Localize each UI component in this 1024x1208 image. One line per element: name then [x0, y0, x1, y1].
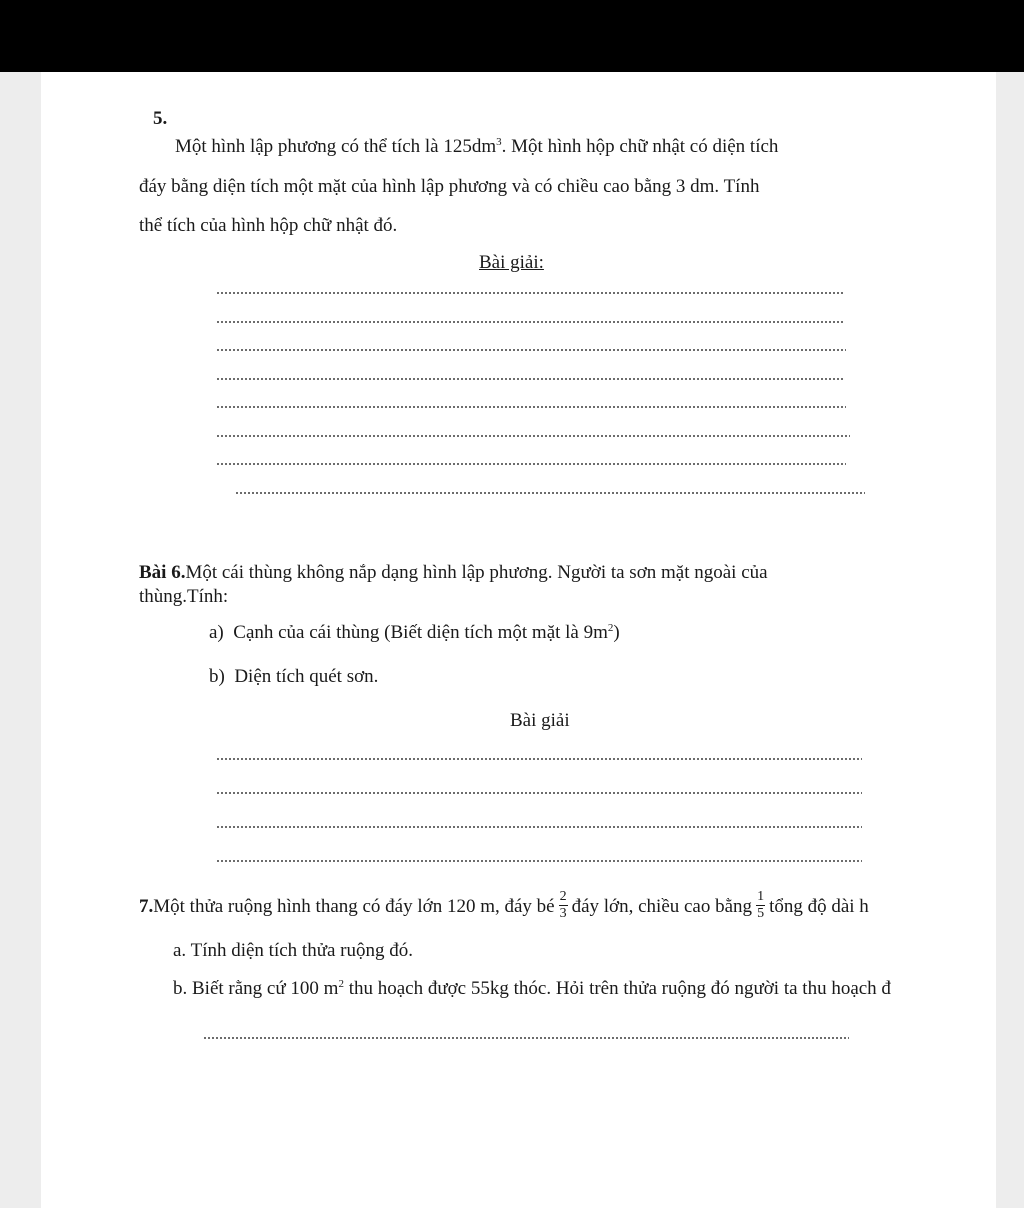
answer-line	[216, 435, 850, 437]
top-black-bar	[0, 0, 1024, 72]
answer-line	[216, 792, 862, 794]
fraction-two-thirds: $\frac{2}{3}$	[559, 889, 567, 921]
problem5-line2: đáy bằng diện tích một mặt của hình lập phương và có chiều cao bằng 3 dm. Tính	[139, 176, 760, 197]
problem5-line3: thể tích của hình hộp chữ nhật đó.	[139, 215, 398, 236]
problem7-line1: 7.Một thửa ruộng hình thang có đáy lớn 120 m, đáy bé $\frac{2}{3}$ đáy lớn, chiều cao bằng $\frac{1}{5}$ tổng độ dài h	[139, 889, 869, 921]
problem7-item-a: a. Tính diện tích thửa ruộng đó.	[173, 940, 414, 961]
answer-line	[216, 463, 846, 465]
problem5-line1: Một hình lập phương có thể tích là $125dm^3$. Một hình hộp chữ nhật có diện tích	[175, 136, 779, 157]
answer-line	[216, 292, 844, 294]
answer-line	[216, 349, 846, 351]
answer-line	[216, 321, 844, 323]
problem6-solution-label: Bài giải	[510, 710, 570, 731]
answer-line	[216, 860, 862, 862]
problem5-solution-label: Bài giải:	[479, 252, 544, 273]
answer-line	[216, 826, 862, 828]
problem6-line2: thùng.Tính:	[139, 586, 229, 607]
fraction-one-fifth: $\frac{1}{5}$	[757, 889, 765, 921]
problem6-item-a: a) Cạnh của cái thùng (Biết diện tích một mặt là $9m^2$)	[209, 622, 620, 643]
answer-line	[216, 378, 844, 380]
problem6-item-b: b) Diện tích quét sơn.	[209, 666, 379, 687]
answer-line	[216, 406, 846, 408]
answer-line	[203, 1037, 849, 1039]
problem6-line1: Bài 6.Một cái thùng không nắp dạng hình lập phương. Người ta sơn mặt ngoài của	[139, 562, 768, 583]
problem5-number: 5.	[153, 108, 168, 129]
document-page	[41, 72, 996, 1208]
answer-line	[216, 758, 862, 760]
problem7-item-b: b. Biết rằng cứ 100 $m^2$ thu hoạch được 55kg thóc. Hỏi trên thửa ruộng đó người ta thu hoạch đ	[173, 978, 891, 999]
answer-line	[235, 492, 865, 494]
